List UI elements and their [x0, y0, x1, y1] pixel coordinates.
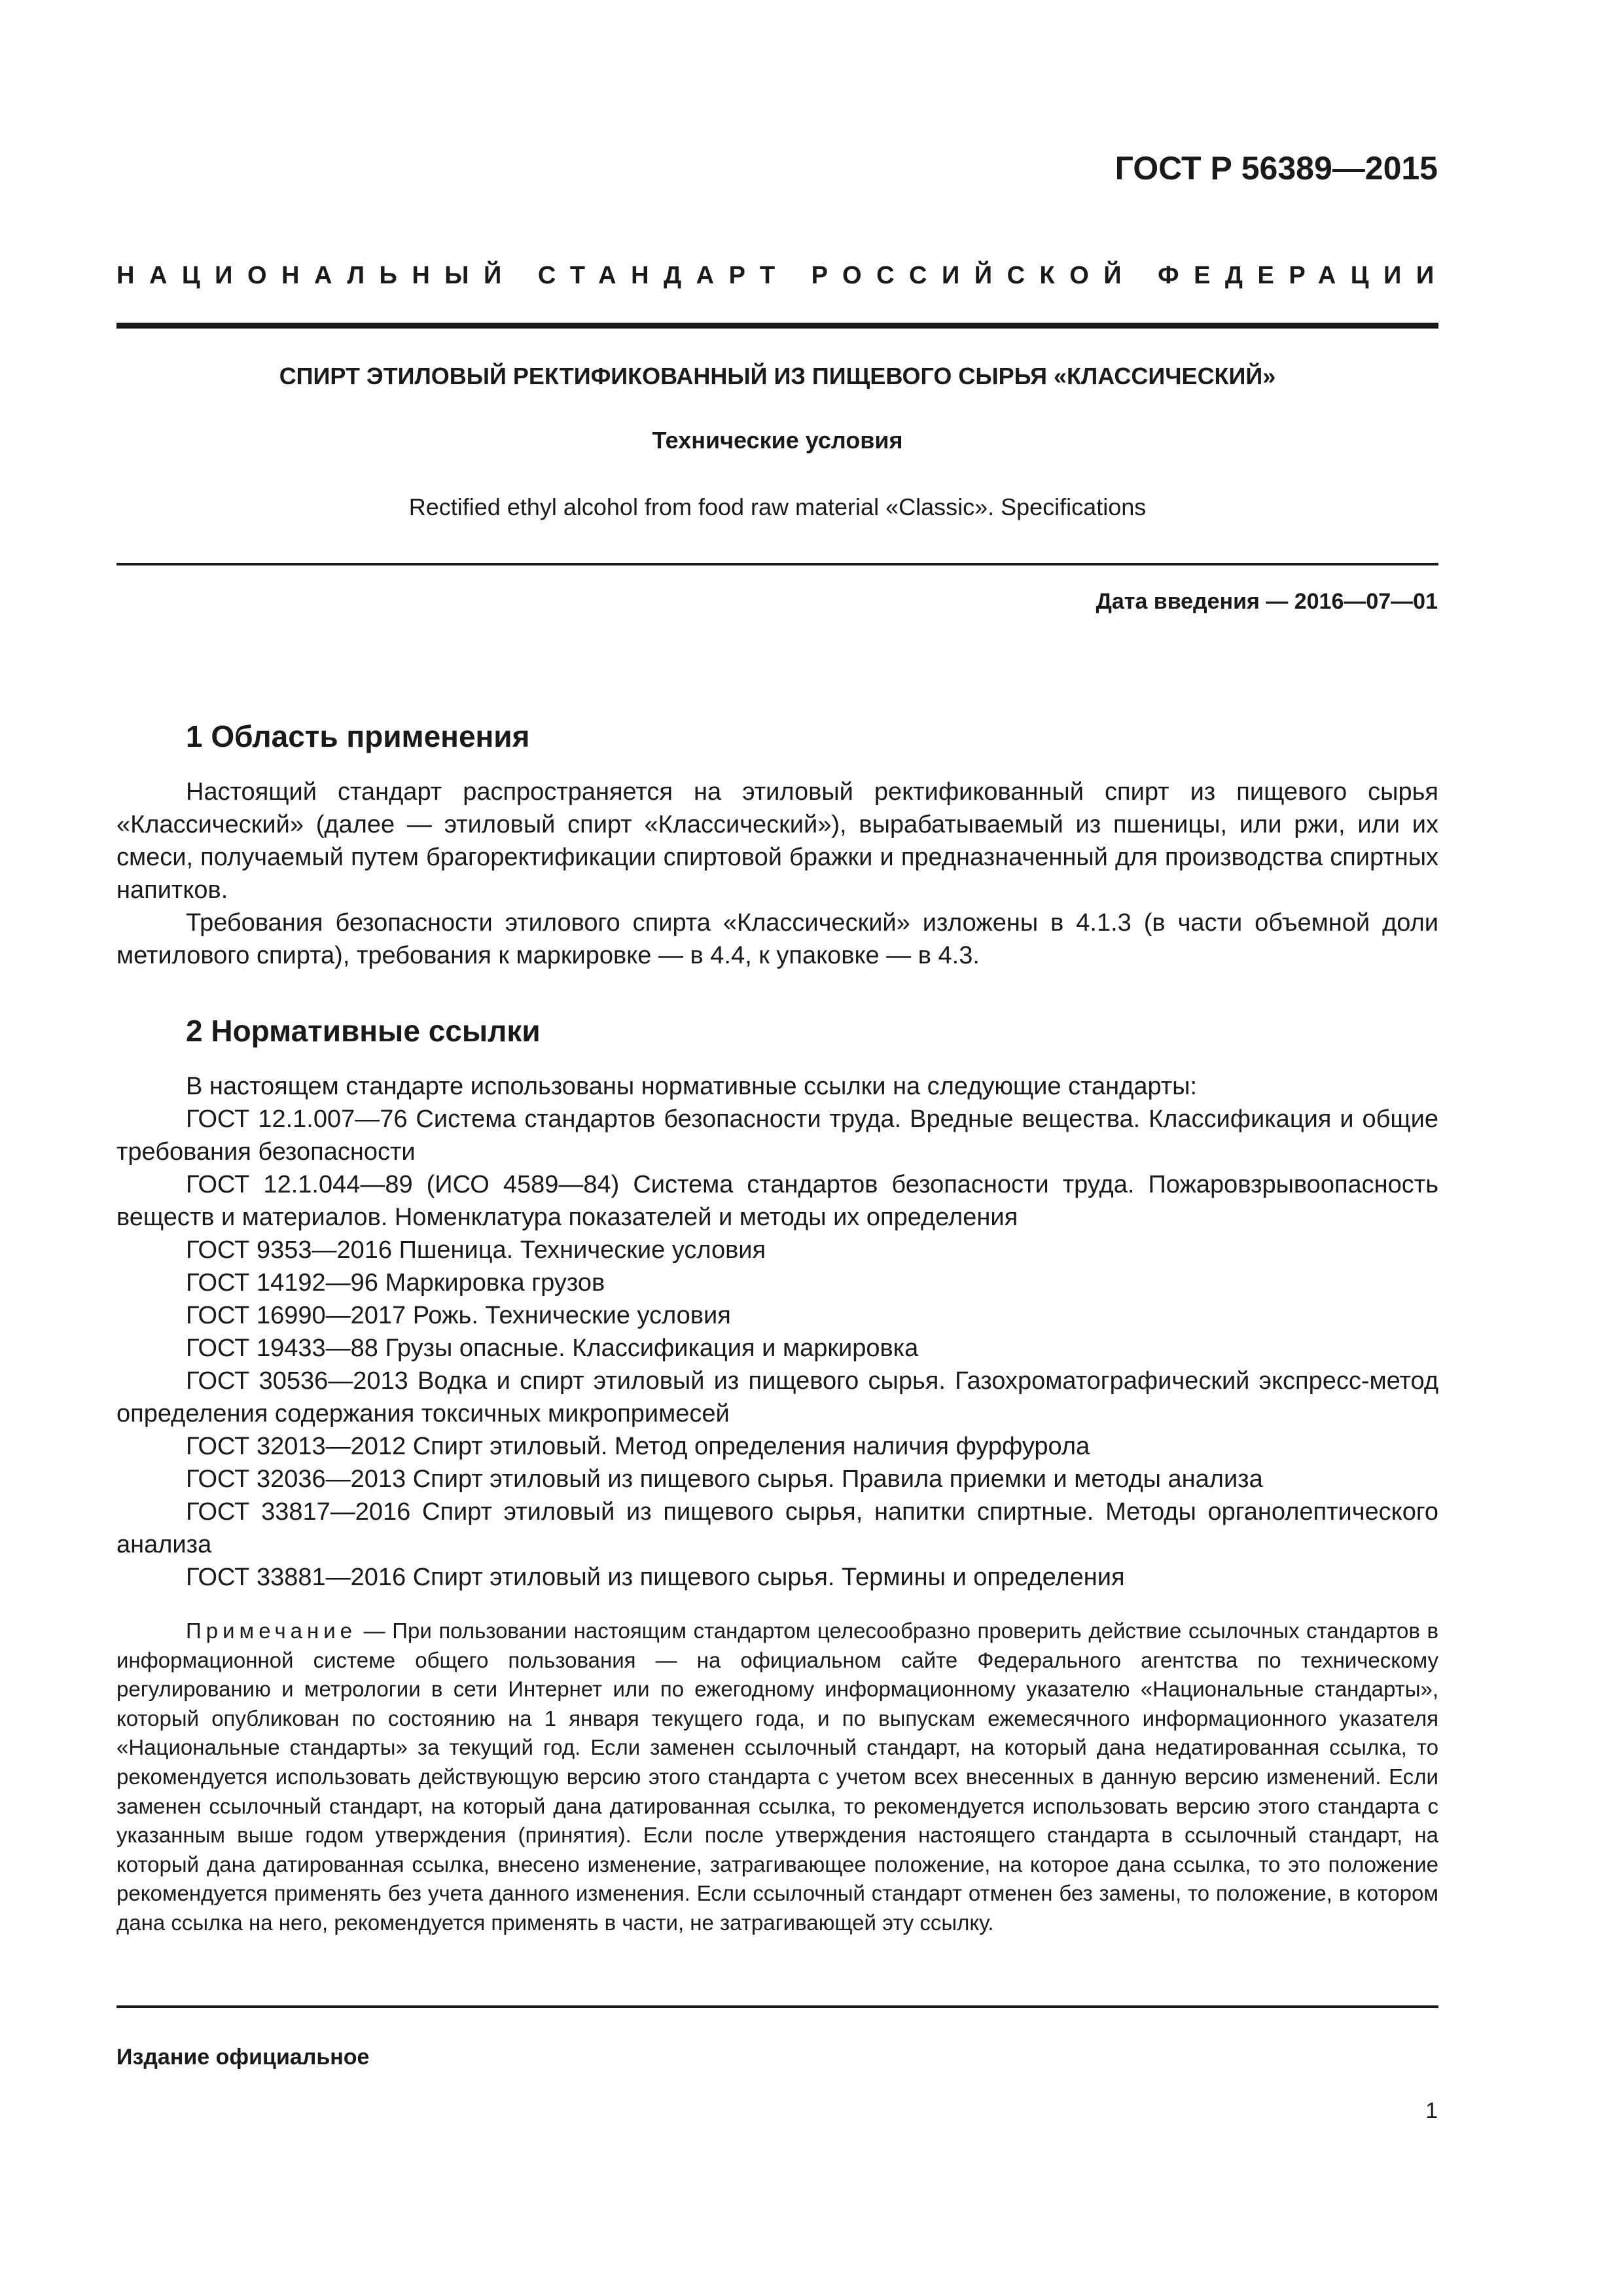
note-label: Примечание	[186, 1619, 357, 1643]
section-1-heading: 1 Область применения	[186, 719, 530, 753]
standard-number: ГОСТ Р 56389—2015	[1115, 150, 1438, 187]
title-rule	[116, 563, 1438, 565]
reference-item: ГОСТ 19433—88 Грузы опасные. Классификация и маркировка	[186, 1335, 919, 1362]
reference-item: ГОСТ 33817—2016 Спирт этиловый из пищевого сырья, напитки спиртные. Методы органолептического анализа	[116, 1498, 1438, 1558]
page-number: 1	[1425, 2098, 1438, 2123]
reference-item: ГОСТ 14192—96 Маркировка грузов	[186, 1269, 605, 1297]
document-subtitle: Технические условия	[652, 427, 903, 454]
national-standard-heading: НАЦИОНАЛЬНЫЙ СТАНДАРТ РОССИЙСКОЙ ФЕДЕРАЦИИ	[116, 262, 1449, 289]
footer-rule	[116, 2005, 1438, 2008]
reference-item: ГОСТ 30536—2013 Водка и спирт этиловый из пищевого сырья. Газохроматографический экспресс-метод определения содержания токсичных микропримесей	[116, 1367, 1438, 1427]
reference-item: ГОСТ 16990—2017 Рожь. Технические условия	[186, 1302, 731, 1329]
reference-item: ГОСТ 9353—2016 Пшеница. Технические условия	[186, 1236, 766, 1264]
document-title-english: Rectified ethyl alcohol from food raw material «Classic». Specifications	[408, 493, 1147, 520]
section-2-heading: 2 Нормативные ссылки	[186, 1014, 541, 1048]
reference-item: ГОСТ 12.1.007—76 Система стандартов безопасности труда. Вредные вещества. Классификация и общие требования безопасности	[116, 1105, 1438, 1166]
section-1-paragraph: Требования безопасности этилового спирта «Классический» изложены в 4.1.3 (в части объемной доли метилового спирта), требования к маркировке — в 4.4, к упаковке — в 4.3.	[116, 909, 1438, 969]
section-1-paragraph: Настоящий стандарт распространяется на этиловый ректификованный спирт из пищевого сырья «Классический» (далее — этиловый спирт «Классический»), вырабатываемый из пшеницы, или ржи, или их смеси, получаемый путем брагоректификации спиртовой бражки и предназначенный для производства спиртных напитков.	[116, 778, 1438, 904]
document-title: СПИРТ ЭТИЛОВЫЙ РЕКТИФИКОВАННЫЙ ИЗ ПИЩЕВОГО СЫРЬЯ «КЛАССИЧЕСКИЙ»	[279, 363, 1276, 389]
references-list	[116, 1070, 1438, 1594]
references-intro: В настоящем стандарте использованы нормативные ссылки на следующие стандарты:	[186, 1073, 1198, 1100]
reference-item: ГОСТ 12.1.044—89 (ИСО 4589—84) Система стандартов безопасности труда. Пожаровзрывоопасность веществ и материалов. Номенклатура показателей и методы их определения	[116, 1171, 1438, 1231]
header-rule	[116, 323, 1438, 329]
official-edition-label: Издание официальное	[116, 2045, 370, 2070]
introduction-date: Дата введения — 2016—07—01	[1096, 589, 1438, 614]
reference-note	[116, 1617, 1438, 1938]
reference-item: ГОСТ 32013—2012 Спирт этиловый. Метод определения наличия фурфурола	[186, 1433, 1090, 1460]
note-text: — При пользовании настоящим стандартом целесообразно проверить действие ссылочных стандартов в информационной системе общего пользования — на официальном сайте Федерального агентства по техническому регулированию и метрологии в сети Интернет или по ежегодному информационному указателю «Национальные стандарты», который опубликован по состоянию на 1 января текущего года, и по выпускам ежемесячного информационного указателя «Национальные стандарты» за текущий год. Если заменен ссылочный стандарт, на который дана недатированная ссылка, то рекомендуется использовать действующую версию этого стандарта с учетом всех внесенных в данную версию изменений. Если заменен ссылочный стандарт, на который дана датированная ссылка, то рекомендуется использовать версию этого стандарта с указанным выше годом утверждения (принятия). Если после утверждения настоящего стандарта в ссылочный стандарт, на который дана датированная ссылка, внесено изменение, затрагивающее положение, на которое дана ссылка, то это положение рекомендуется применять без учета данного изменения. Если ссылочный стандарт отменен без замены, то положение, в котором дана ссылка на него, рекомендуется применять в части, не затрагивающей эту ссылку.	[116, 1619, 1438, 1935]
reference-item: ГОСТ 32036—2013 Спирт этиловый из пищевого сырья. Правила приемки и методы анализа	[186, 1465, 1263, 1493]
reference-item: ГОСТ 33881—2016 Спирт этиловый из пищевого сырья. Термины и определения	[186, 1564, 1125, 1591]
section-1-body	[116, 776, 1438, 972]
